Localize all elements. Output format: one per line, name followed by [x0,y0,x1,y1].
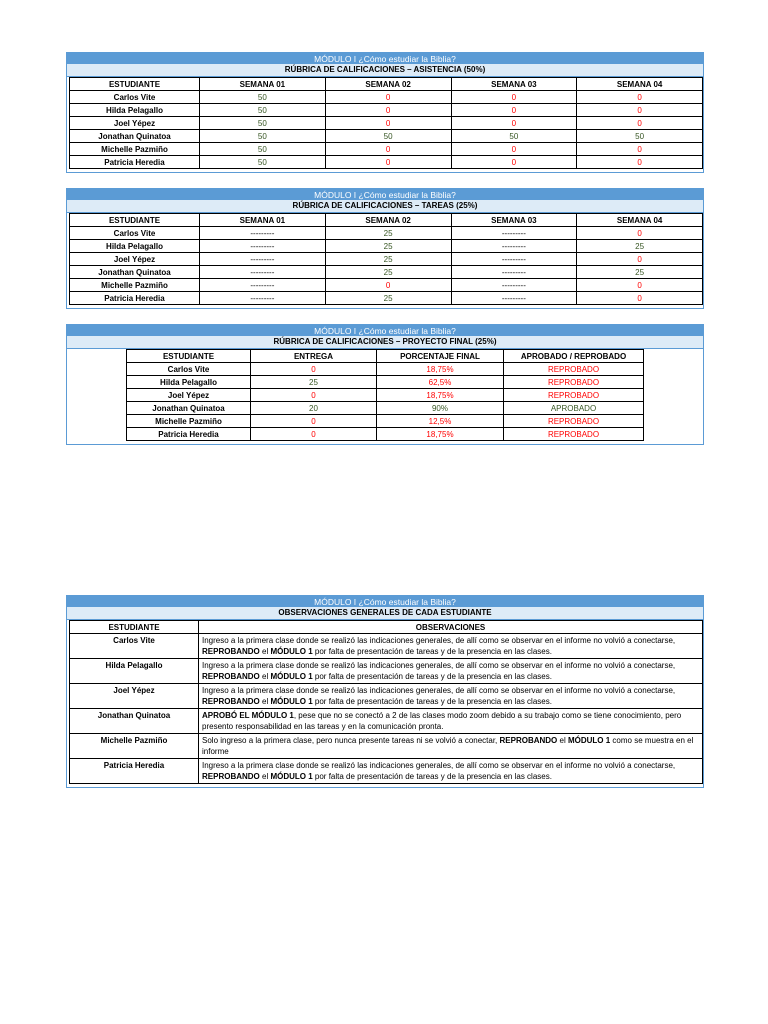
score-cell: --------- [200,253,326,266]
project-table [126,349,644,441]
score-cell: REPROBADO [504,363,644,376]
score-cell: 0 [451,91,577,104]
table-row [70,156,703,169]
score-cell: 0 [451,117,577,130]
tasks-table [69,213,703,305]
score-cell: 50 [451,130,577,143]
score-cell: --------- [200,292,326,305]
score-cell: 0 [451,156,577,169]
table-row [70,130,703,143]
student-name: Carlos Vite [127,363,251,376]
student-name: Hilda Pelagallo [127,376,251,389]
score-cell: 0 [577,292,703,305]
table-row [70,659,703,684]
observations-section [66,595,704,788]
student-name: Patricia Heredia [70,759,199,784]
attendance-table [69,77,703,169]
col-header: APROBADO / REPROBADO [504,350,644,363]
project-subtitle: RÚBRICA DE CALIFICACIONES – PROYECTO FINAL (25%) [66,336,704,349]
table-row [127,415,644,428]
score-cell: REPROBADO [504,415,644,428]
score-cell: 25 [577,240,703,253]
student-name: Patricia Heredia [70,156,200,169]
observation-text [199,634,703,659]
score-cell: 0 [325,91,451,104]
score-cell: --------- [451,279,577,292]
score-cell: 50 [200,104,326,117]
observation-fragment: por falta de presentación de tareas y de la presencia en las clases. [312,772,552,781]
score-cell: 0 [577,253,703,266]
score-cell: --------- [200,266,326,279]
observation-fragment: el [557,736,568,745]
observation-text [199,734,703,759]
student-name: Jonathan Quinatoa [70,709,199,734]
student-name: Hilda Pelagallo [70,240,200,253]
observation-text [199,659,703,684]
observation-fragment: por falta de presentación de tareas y de la presencia en las clases. [312,697,552,706]
project-frame [66,349,704,445]
observation-emphasis: MÓDULO 1 [270,772,313,781]
score-cell: 20 [251,402,377,415]
col-header: SEMANA 02 [325,78,451,91]
score-cell: 0 [577,279,703,292]
score-cell: 0 [577,91,703,104]
score-cell: 0 [251,428,377,441]
attendance-header-row [70,78,703,91]
observation-emphasis: REPROBANDO [202,672,260,681]
student-name: Michelle Pazmiño [70,279,200,292]
student-name: Carlos Vite [70,634,199,659]
col-header: SEMANA 03 [451,78,577,91]
score-cell: 25 [325,253,451,266]
col-header: SEMANA 01 [200,214,326,227]
score-cell: 0 [325,117,451,130]
score-cell: 0 [577,117,703,130]
student-name: Jonathan Quinatoa [70,266,200,279]
table-row [70,104,703,117]
score-cell: --------- [451,292,577,305]
student-name: Joel Yépez [70,253,200,266]
observation-emphasis: MÓDULO 1 [270,647,313,656]
observation-fragment: , pese que no se conectó a 2 de las clases modo zoom debido a su trabajo como se tiene conocimiento, pero presento responsabilidad en las tareas y en la comunicación pronta. [202,711,682,731]
score-cell: REPROBADO [504,376,644,389]
table-row [70,91,703,104]
table-row [70,759,703,784]
col-header: ESTUDIANTE [127,350,251,363]
col-header: SEMANA 04 [577,78,703,91]
student-name: Joel Yépez [70,684,199,709]
project-section [66,324,704,445]
observation-emphasis: MÓDULO 1 [270,672,313,681]
col-header: ENTREGA [251,350,377,363]
observation-emphasis: REPROBANDO [202,697,260,706]
score-cell: 0 [577,227,703,240]
table-row [127,376,644,389]
score-cell: APROBADO [504,402,644,415]
col-header: ESTUDIANTE [70,621,199,634]
score-cell: 0 [325,279,451,292]
score-cell: 50 [577,130,703,143]
table-row [70,240,703,253]
score-cell: 90% [377,402,504,415]
student-name: Carlos Vite [70,227,200,240]
attendance-section [66,52,704,173]
score-cell: 25 [325,240,451,253]
score-cell: 0 [251,389,377,402]
observation-fragment: Ingreso a la primera clase donde se realizó las indicaciones generales, de allí como se observar en el informe no volvió a conectarse, [202,686,676,695]
observations-body [70,634,703,784]
observation-fragment: Ingreso a la primera clase donde se realizó las indicaciones generales, de allí como se observar en el informe no volvió a conectarse, [202,761,676,770]
score-cell: --------- [200,227,326,240]
table-row [70,292,703,305]
observation-fragment: por falta de presentación de tareas y de la presencia en las clases. [312,647,552,656]
score-cell: 12,5% [377,415,504,428]
score-cell: --------- [451,266,577,279]
observation-emphasis: APROBÓ EL MÓDULO 1 [202,711,294,720]
score-cell: 50 [200,143,326,156]
score-cell: --------- [200,240,326,253]
table-row [70,709,703,734]
table-row [70,227,703,240]
observation-text [199,759,703,784]
score-cell: 0 [251,363,377,376]
score-cell: 0 [577,156,703,169]
score-cell: --------- [451,240,577,253]
col-header: SEMANA 01 [200,78,326,91]
score-cell: 50 [200,91,326,104]
score-cell: 0 [325,143,451,156]
score-cell: 18,75% [377,389,504,402]
attendance-subtitle: RÚBRICA DE CALIFICACIONES – ASISTENCIA (50%) [66,64,704,77]
observations-frame [66,620,704,788]
project-body [127,363,644,441]
student-name: Michelle Pazmiño [127,415,251,428]
score-cell: 25 [325,266,451,279]
attendance-body [70,91,703,169]
observation-fragment: como se muestra en el informe [202,736,694,756]
observation-emphasis: REPROBANDO [202,647,260,656]
score-cell: 18,75% [377,428,504,441]
observation-text [199,709,703,734]
col-header: SEMANA 04 [577,214,703,227]
tasks-header-row [70,214,703,227]
col-header: ESTUDIANTE [70,214,200,227]
score-cell: 25 [325,227,451,240]
tasks-frame [66,213,704,309]
observation-emphasis: MÓDULO 1 [270,697,313,706]
observations-subtitle: OBSERVACIONES GENERALES DE CADA ESTUDIANTE [66,607,704,620]
score-cell: 18,75% [377,363,504,376]
student-name: Patricia Heredia [127,428,251,441]
col-header: PORCENTAJE FINAL [377,350,504,363]
observation-emphasis: REPROBANDO [499,736,558,745]
score-cell: 62,5% [377,376,504,389]
score-cell: --------- [200,279,326,292]
score-cell: 0 [325,156,451,169]
score-cell: 25 [577,266,703,279]
student-name: Jonathan Quinatoa [127,402,251,415]
attendance-frame [66,77,704,173]
score-cell: 0 [577,143,703,156]
observation-text [199,684,703,709]
score-cell: 0 [251,415,377,428]
observation-emphasis: MÓDULO 1 [567,736,611,745]
module-title: MÓDULO I ¿Cómo estudiar la Biblia? [66,324,704,336]
table-row [127,363,644,376]
score-cell: --------- [451,253,577,266]
student-name: Carlos Vite [70,91,200,104]
col-header: ESTUDIANTE [70,78,200,91]
score-cell: 25 [251,376,377,389]
table-row [70,734,703,759]
table-row [70,266,703,279]
score-cell: REPROBADO [504,428,644,441]
observation-fragment: el [259,697,271,706]
observation-fragment: Solo ingreso a la primera clase, pero nunca presente tareas ni se volvió a conectar, [202,736,500,745]
module-title: MÓDULO I ¿Cómo estudiar la Biblia? [66,595,704,607]
col-header: SEMANA 02 [325,214,451,227]
student-name: Jonathan Quinatoa [70,130,200,143]
student-name: Hilda Pelagallo [70,659,199,684]
observations-header-row [70,621,703,634]
observation-fragment: el [259,647,271,656]
project-header-row [127,350,644,363]
table-row [70,143,703,156]
tasks-subtitle: RÚBRICA DE CALIFICACIONES – TAREAS (25%) [66,200,704,213]
observation-fragment: Ingreso a la primera clase donde se realizó las indicaciones generales, de allí como se observar en el informe no volvió a conectarse, [202,636,676,645]
table-row [70,684,703,709]
student-name: Michelle Pazmiño [70,734,199,759]
score-cell: REPROBADO [504,389,644,402]
student-name: Patricia Heredia [70,292,200,305]
score-cell: 0 [325,104,451,117]
observation-fragment: el [259,772,271,781]
tasks-body [70,227,703,305]
table-row [70,117,703,130]
score-cell: --------- [451,227,577,240]
score-cell: 50 [200,156,326,169]
table-row [70,253,703,266]
table-row [127,402,644,415]
table-row [70,279,703,292]
observations-table [69,620,703,784]
observation-fragment: Ingreso a la primera clase donde se realizó las indicaciones generales, de allí como se observar en el informe no volvió a conectarse, [202,661,676,670]
score-cell: 0 [451,104,577,117]
tasks-section [66,188,704,309]
student-name: Joel Yépez [70,117,200,130]
student-name: Hilda Pelagallo [70,104,200,117]
score-cell: 50 [200,117,326,130]
score-cell: 25 [325,292,451,305]
module-title: MÓDULO I ¿Cómo estudiar la Biblia? [66,52,704,64]
module-title: MÓDULO I ¿Cómo estudiar la Biblia? [66,188,704,200]
table-row [127,428,644,441]
col-header: OBSERVACIONES [199,621,703,634]
observation-emphasis: REPROBANDO [202,772,260,781]
observation-fragment: por falta de presentación de tareas y de la presencia en las clases. [312,672,552,681]
observation-fragment: el [259,672,271,681]
score-cell: 50 [325,130,451,143]
score-cell: 0 [451,143,577,156]
score-cell: 50 [200,130,326,143]
table-row [127,389,644,402]
score-cell: 0 [577,104,703,117]
student-name: Joel Yépez [127,389,251,402]
table-row [70,634,703,659]
student-name: Michelle Pazmiño [70,143,200,156]
col-header: SEMANA 03 [451,214,577,227]
